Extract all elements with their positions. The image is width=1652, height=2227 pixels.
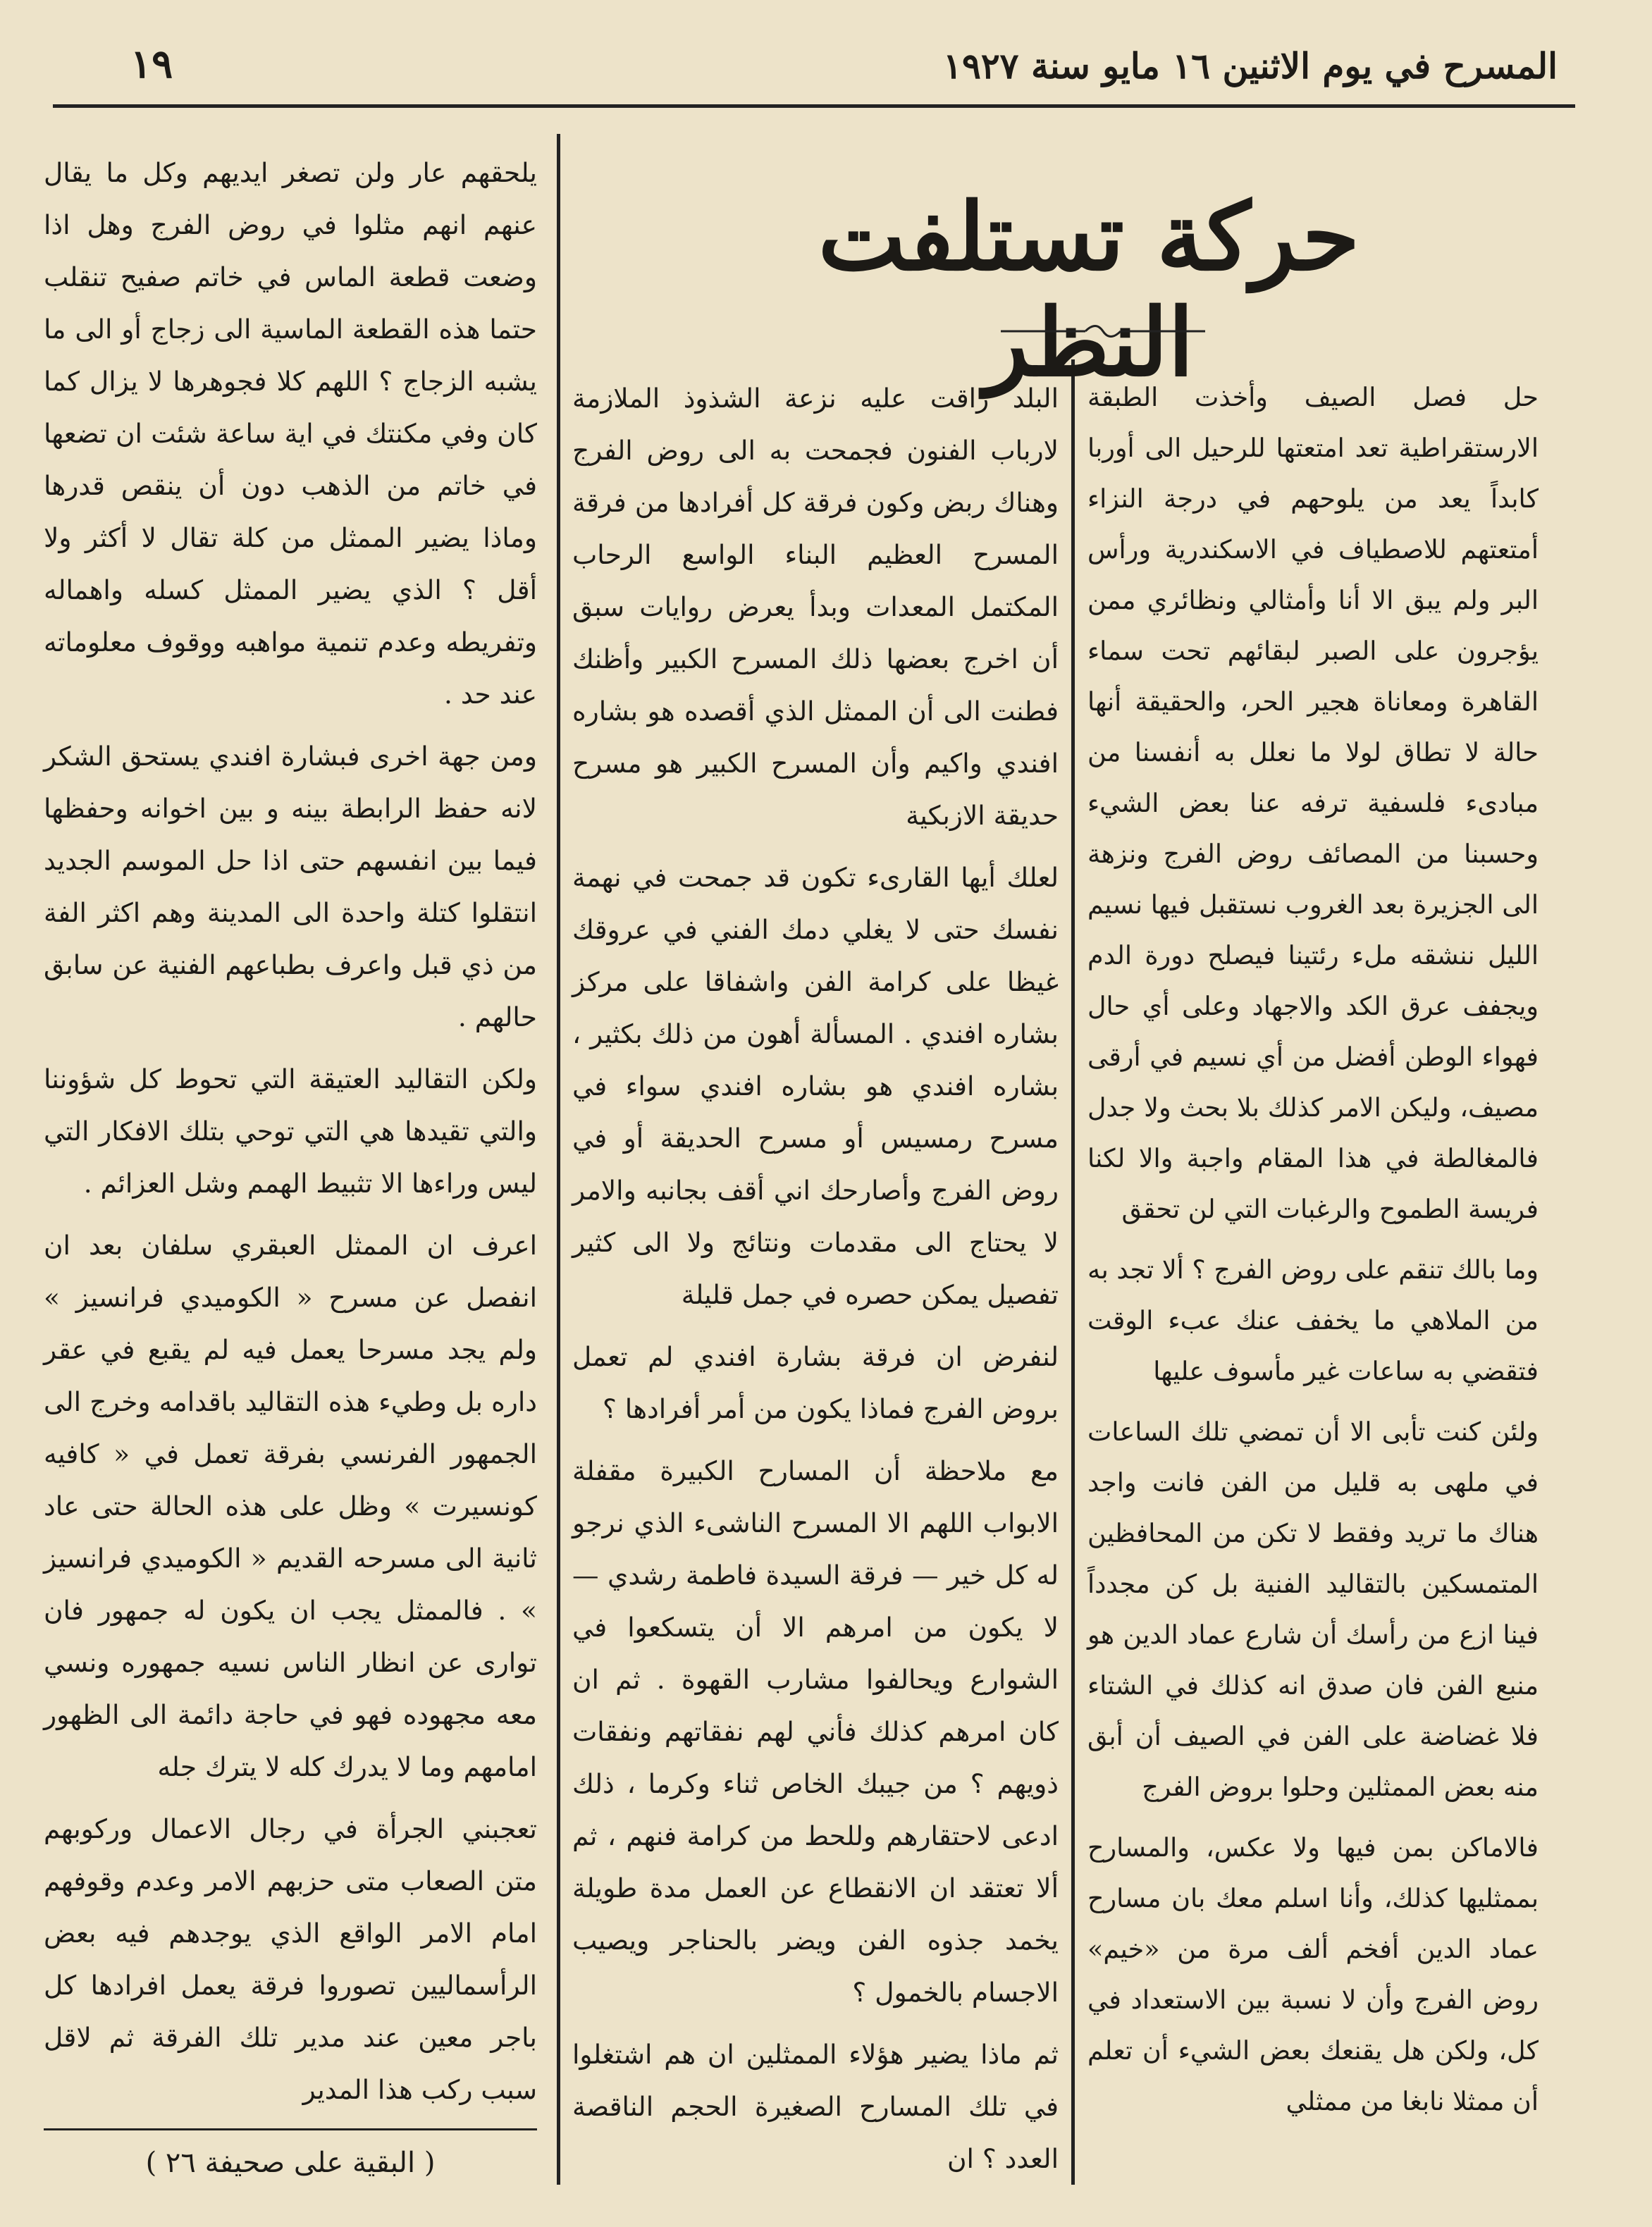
paragraph: يلحقهم عار ولن تصغر ايديهم وكل ما يقال عنهم انهم مثلوا في روض الفرج وهل اذا وضعت قطعة الماس في خاتم صفيح تنقلب حتما هذه القطعة الماسية الى زجاج أو الى ما يشبه الزجاج ؟ اللهم كلا فجوهرها لا يزال كما كان وفي مكنتك في اية ساعة شئت ان تضعها في خاتم من الذهب دون أن ينقص قدرها وماذا يضير الممثل من كلة تقال لا أكثر ولا أقل ؟ الذي يضير الممثل كسله واهماله وتفريطه وعدم تنمية مواهبه ووقوف معلوماته عند حد . [44,157,537,710]
paragraph: حل فصل الصيف وأخذت الطبقة الارستقراطية تعد امتعتها للرحيل الى أوربا كابداً يعد من يلوحهم في درجة النزاء أمتعتهم للاصطياف في الاسكندرية ورأس البر ولم يبق الا أنا وأمثالي ونظائري ممن يؤجرون على الصبر لبقائهم تحت سماء القاهرة ومعاناة هجير الحر، والحقيقة أنها حالة لا تطاق لولا ما نعلل به أنفسنا من مبادىء فلسفية ترفه عنا بعض الشيء وحسبنا من المصائف روض الفرج ونزهة الى الجزيرة بعد الغروب نستقبل فيها نسيم الليل ننشقه ملء رئتينا فيصلح دورة الدم ويجفف عرق الكد والاجهاد وعلى أي حال فهواء الوطن أفضل من أي نسيم في أرقى مصيف، وليكن الامر كذلك بلا بحث ولا جدل فالمغالطة في هذا المقام واجبة والا لكنا فريسة الطموح والرغبات التي لن تحقق [1087,382,1539,1224]
running-header [53,41,1575,108]
column-divider-right [1071,359,1075,2185]
paragraph: ولئن كنت تأبى الا أن تمضي تلك الساعات في ملهى به قليل من الفن فانت واجد هناك ما تريد وفقط لا تكن من المحافظين المتمسكين بالتقاليد الفنية بل كن مجدداً فينا ازع من رأسك أن شارع عماد الدين هو منبع الفن فان صدق انه كذلك في الشتاء فلا غضاضة على الفن في الصيف أن أبق منه بعض الممثلين وحلوا بروض الفرج [1087,1417,1539,1802]
article-column-right [1087,372,1539,2127]
continued-on-page-note: ( البقية على صحيفة ٢٦ ) [145,2147,436,2179]
continuation-rule [44,2128,537,2130]
paragraph: فالاماكن بمن فيها ولا عكس، والمسارح بممثليها كذلك، وأنا اسلم معك بان مسارح عماد الدين أفخم ألف مرة من «خيم» روض الفرج وأن لا نسبة بين الاستعداد في كل، ولكن هل يقنعك بعض الشيء أن تعلم أن ممثلا نابغا من ممثلي [1087,1832,1539,2116]
headline-ornament [1001,321,1205,342]
article-column-middle [572,372,1059,2185]
paragraph: لنفرض ان فرقة بشارة افندي لم تعمل بروض الفرج فماذا يكون من أمر أفرادها ؟ [572,1341,1059,1424]
paragraph: وما بالك تنقم على روض الفرج ؟ ألا تجد به من الملاهي ما يخفف عنك عبء الوقت فتقضي به ساعات غير مأسوف عليها [1087,1254,1539,1386]
article-column-left [44,147,537,2116]
column-divider-left [557,134,560,2185]
paragraph: اعرف ان الممثل العبقري سلفان بعد ان انفصل عن مسرح « الكوميدي فرانسيز » ولم يجد مسرحا يعمل فيه لم يقبع في عقر داره بل وطيء هذه التقاليد باقدامه وخرج الى الجمهور الفرنسي بفرقة تعمل في « كافيه كونسيرت » وظل على هذه الحالة حتى عاد ثانية الى مسرحه القديم « الكوميدي فرانسيز » . فالممثل يجب ان يكون له جمهور فان توارى عن انظار الناس نسيه جمهوره ونسي معه مجهوده فهو في حاجة دائمة الى الظهور امامهم وما لا يدرك كله لا يترك جله [44,1230,537,1782]
page-number: ١٩ [130,41,173,87]
paragraph: لعلك أيها القارىء تكون قد جمحت في نهمة نفسك حتى لا يغلي دمك الفني في عروقك غيظا على كرامة الفن واشفاقا على مركز بشاره افندي . المسألة أهون من ذلك بكثير ، بشاره افندي هو بشاره افندي سواء في مسرح رمسيس أو مسرح الحديقة أو في روض الفرج وأصارحك اني أقف بجانبه والامر لا يحتاج الى مقدمات ونتائج ولا الى كثير تفصيل يمكن حصره في جمل قليلة [572,862,1059,1310]
paragraph: ومن جهة اخرى فبشارة افندي يستحق الشكر لانه حفظ الرابطة بينه و بين اخوانه وحفظها فيما بين انفسهم حتى اذا حل الموسم الجديد انتقلوا كتلة واحدة الى المدينة وهم اكثر الفة من ذي قبل واعرف بطباعهم الفنية عن سابق حالهم . [44,741,537,1032]
paragraph: ولكن التقاليد العتيقة التي تحوط كل شؤوننا والتي تقيدها هي التي توحي بتلك الافكار التي ليس وراءها الا تثبيط الهمم وشل العزائم . [44,1063,537,1199]
paragraph: البلد راقت عليه نزعة الشذوذ الملازمة لارباب الفنون فجمحت به الى روض الفرج وهناك ربض وكون فرقة كل أفرادها من فرقة المسرح العظيم البناء الواسع الرحاب المكتمل المعدات وبدأ يعرض روايات سبق أن اخرج بعضها ذلك المسرح الكبير وأظنك فطنت الى أن الممثل الذي أقصده هو بشاره افندي واكيم وأن المسرح الكبير هو مسرح حديقة الازبكية [572,383,1059,831]
article-headline: حركة تستلفت النظر [818,183,1360,397]
paragraph: ثم ماذا يضير هؤلاء الممثلين ان هم اشتغلوا في تلك المسارح الصغيرة الحجم الناقصة العدد ؟ ان [572,2039,1059,2174]
issue-date-line: المسرح في يوم الاثنين ١٦ مايو سنة ١٩٢٧ [943,45,1558,87]
paragraph: مع ملاحظة أن المسارح الكبيرة مقفلة الابواب اللهم الا المسرح الناشىء الذي نرجو له كل خير — فرقة السيدة فاطمة رشدي — لا يكون من امرهم الا أن يتسكعوا في الشوارع ويحالفوا مشارب القهوة . ثم ان كان امرهم كذلك فأني لهم نفقاتهم ونفقات ذويهم ؟ من جيبك الخاص ثناء وكرما ، ذلك ادعى لاحتقارهم وللحط من كرامة فنهم ، ثم ألا تعتقد ان الانقطاع عن العمل مدة طويلة يخمد جذوه الفن ويضر بالحناجر ويصيب الاجسام بالخمول ؟ [572,1455,1059,2008]
paragraph: تعجبني الجرأة في رجال الاعمال وركوبهم متن الصعاب متى حزبهم الامر وعدم وقوفهم امام الامر الواقع الذي يوجدهم فيه بعض الرأسماليين تصوروا فرقة يعمل افرادها كل باجر معين عند مدير تلك الفرقة ثم لاقل سبب ركب هذا المدير [44,1813,537,2105]
